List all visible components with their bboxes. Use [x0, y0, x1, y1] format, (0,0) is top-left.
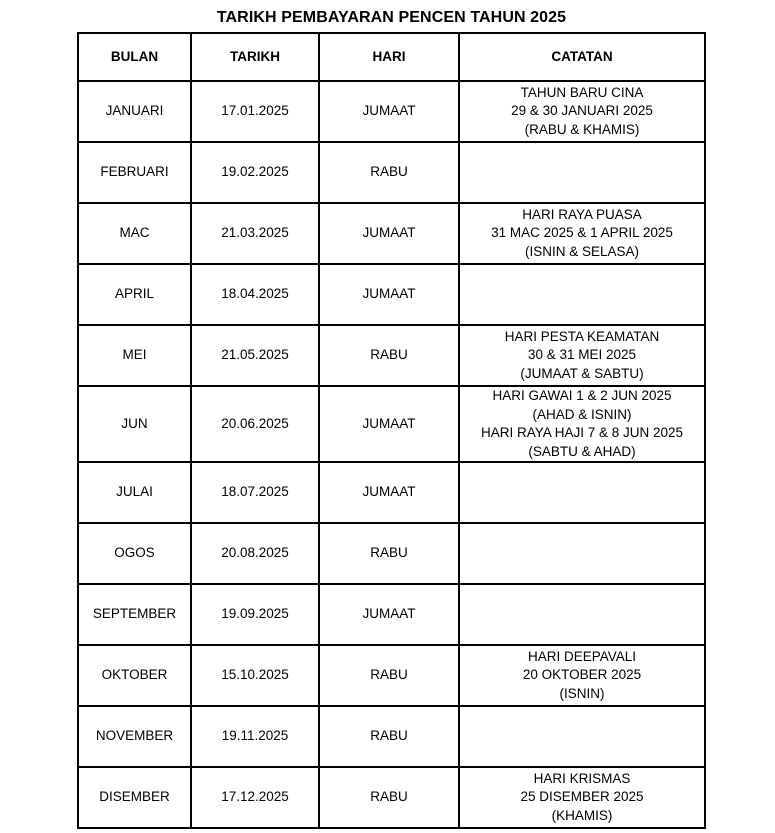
cell-tarikh: 18.04.2025	[191, 264, 319, 325]
catatan-line: (ISNIN & SELASA)	[524, 243, 640, 259]
cell-tarikh: 19.09.2025	[191, 584, 319, 645]
cell-bulan: JULAI	[78, 462, 191, 523]
cell-tarikh: 19.02.2025	[191, 142, 319, 203]
catatan-line: HARI RAYA PUASA	[522, 206, 642, 222]
table-row	[78, 264, 705, 325]
cell-hari: RABU	[319, 645, 459, 706]
cell-bulan: MEI	[78, 325, 191, 386]
cell-hari: JUMAAT	[319, 584, 459, 645]
cell-bulan: FEBRUARI	[78, 142, 191, 203]
cell-hari: RABU	[319, 706, 459, 767]
cell-hari: RABU	[319, 325, 459, 386]
cell-hari: RABU	[319, 767, 459, 828]
cell-hari: JUMAAT	[319, 81, 459, 142]
catatan-line: 20 OKTOBER 2025	[522, 667, 642, 683]
cell-bulan: SEPTEMBER	[78, 584, 191, 645]
cell-hari: JUMAAT	[319, 462, 459, 523]
table-row	[78, 462, 705, 523]
table-row	[78, 523, 705, 584]
catatan-line: 29 & 30 JANUARI 2025	[511, 103, 653, 119]
catatan-line: 30 & 31 MEI 2025	[527, 347, 637, 363]
cell-bulan: OKTOBER	[78, 645, 191, 706]
catatan-line: HARI KRISMAS	[533, 770, 631, 786]
catatan-line: (AHAD & ISNIN)	[532, 406, 632, 422]
header-hari: HARI	[319, 33, 459, 81]
catatan-line: HARI RAYA HAJI 7 & 8 JUN 2025	[480, 425, 684, 440]
cell-tarikh: 17.12.2025	[191, 767, 319, 828]
cell-catatan	[459, 142, 705, 203]
cell-catatan	[459, 584, 705, 645]
cell-tarikh: 21.03.2025	[191, 203, 319, 264]
cell-hari: RABU	[319, 142, 459, 203]
catatan-line: 31 MAC 2025 & 1 APRIL 2025	[491, 225, 673, 241]
catatan-line: (JUMAAT & SABTU)	[520, 365, 644, 381]
cell-hari: RABU	[319, 523, 459, 584]
catatan-line: HARI DEEPAVALI	[527, 648, 637, 664]
cell-bulan: JUN	[78, 386, 191, 462]
catatan-line: HARI PESTA KEAMATAN	[504, 328, 660, 344]
cell-bulan: APRIL	[78, 264, 191, 325]
cell-tarikh: 18.07.2025	[191, 462, 319, 523]
table-row	[78, 325, 705, 386]
cell-bulan: OGOS	[78, 523, 191, 584]
catatan-line: TAHUN BARU CINA	[520, 84, 644, 100]
catatan-line: HARI GAWAI 1 & 2 JUN 2025	[492, 388, 672, 403]
cell-catatan	[459, 325, 705, 386]
cell-bulan: DISEMBER	[78, 767, 191, 828]
table-row	[78, 645, 705, 706]
cell-bulan: MAC	[78, 203, 191, 264]
catatan-line: (KHAMIS)	[551, 807, 613, 823]
header-bulan: BULAN	[78, 33, 191, 81]
cell-tarikh: 19.11.2025	[191, 706, 319, 767]
cell-catatan	[459, 645, 705, 706]
cell-catatan	[459, 264, 705, 325]
table-row	[78, 584, 705, 645]
table-row	[78, 81, 705, 142]
header-tarikh: TARIKH	[191, 33, 319, 81]
catatan-line: (SABTU & AHAD)	[528, 443, 636, 459]
cell-catatan	[459, 767, 705, 828]
cell-catatan	[459, 706, 705, 767]
cell-hari: JUMAAT	[319, 203, 459, 264]
cell-tarikh: 17.01.2025	[191, 81, 319, 142]
cell-catatan	[459, 523, 705, 584]
cell-tarikh: 20.06.2025	[191, 386, 319, 462]
cell-tarikh: 20.08.2025	[191, 523, 319, 584]
cell-bulan: JANUARI	[78, 81, 191, 142]
table-body	[78, 81, 705, 828]
cell-hari: JUMAAT	[319, 386, 459, 462]
catatan-line: (ISNIN)	[559, 685, 605, 701]
cell-catatan	[459, 81, 705, 142]
table-row	[78, 767, 705, 828]
table-row	[78, 203, 705, 264]
cell-catatan	[459, 462, 705, 523]
catatan-line: (RABU & KHAMIS)	[524, 121, 640, 137]
document-title: TARIKH PEMBAYARAN PENCEN TAHUN 2025	[216, 9, 567, 26]
table-row	[78, 142, 705, 203]
cell-hari: JUMAAT	[319, 264, 459, 325]
table-row	[78, 706, 705, 767]
table-header-row	[78, 33, 705, 81]
cell-tarikh: 21.05.2025	[191, 325, 319, 386]
header-catatan: CATATAN	[459, 33, 705, 81]
cell-bulan: NOVEMBER	[78, 706, 191, 767]
pension-payment-table	[77, 32, 706, 829]
table-row	[78, 386, 705, 462]
cell-catatan	[459, 386, 705, 462]
catatan-line: 25 DISEMBER 2025	[520, 789, 644, 805]
cell-tarikh: 15.10.2025	[191, 645, 319, 706]
cell-catatan	[459, 203, 705, 264]
